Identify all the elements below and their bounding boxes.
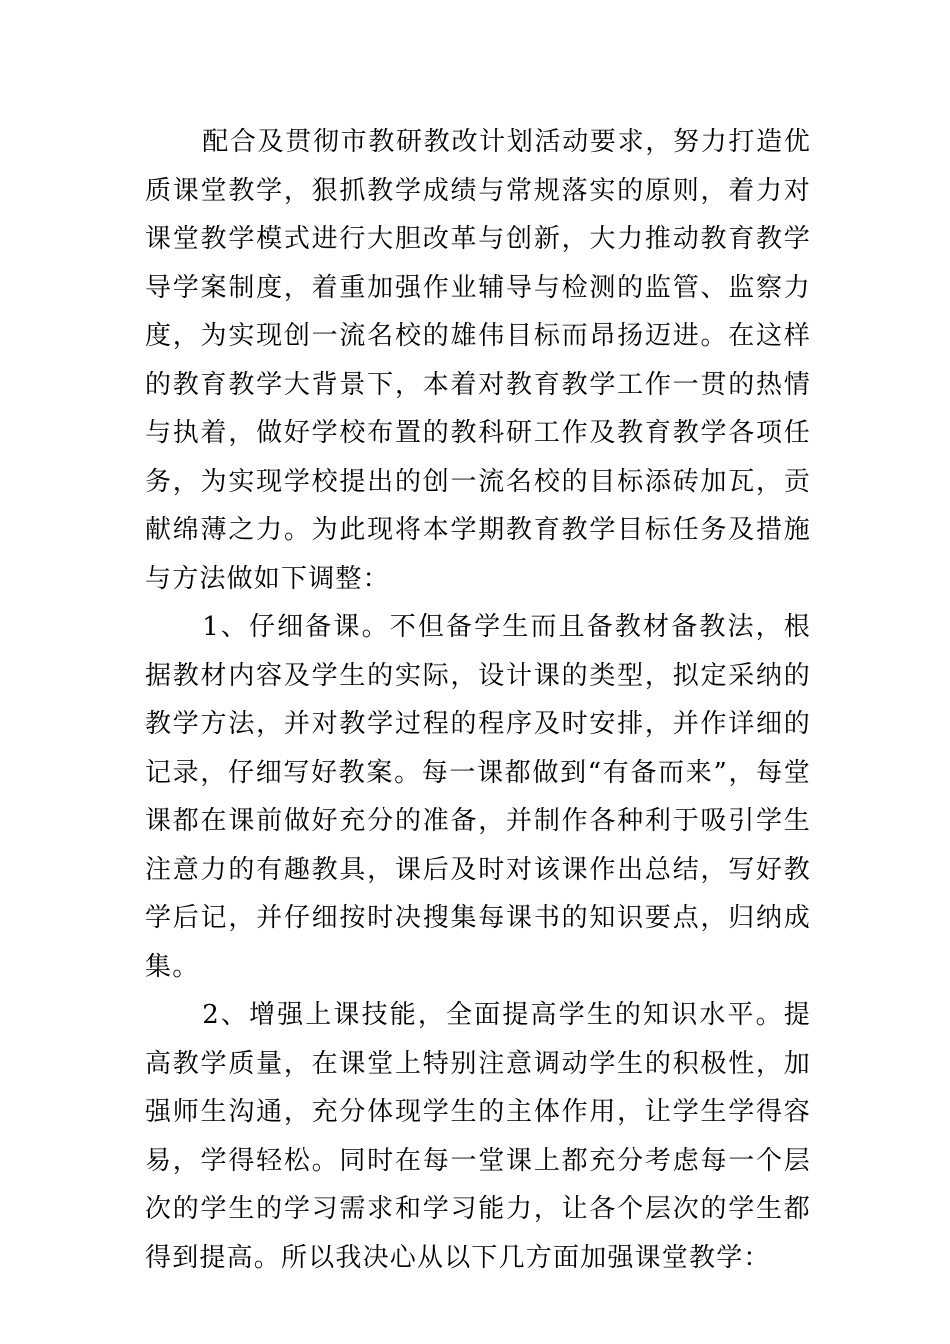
document-page <box>145 118 811 1282</box>
paragraph-item-2: 2、增强上课技能，全面提高学生的知识水平。提高教学质量，在课堂上特别注意调动学生的积极性，加强师生沟通，充分体现学生的主体作用，让学生学得容易，学得轻松。同时在每一堂课上都充分考虑每一个层次的学生的学习需求和学习能力，让各个层次的学生都得到提高。所以我决心从以下几方面加强课堂教学： <box>145 1000 811 1273</box>
paragraph-item-1: 1、仔细备课。不但备学生而且备教材备教法，根据教材内容及学生的实际，设计课的类型，拟定采纳的教学方法，并对教学过程的程序及时安排，并作详细的记录，仔细写好教案。每一课都做到“有备而来”，每堂课都在课前做好充分的准备，并制作各种利于吸引学生注意力的有趣教具，课后及时对该课作出总结，写好教学后记，并仔细按时决搜集每课书的知识要点，归纳成集。 <box>145 612 811 982</box>
paragraph-intro: 配合及贯彻市教研教改计划活动要求，努力打造优质课堂教学，狠抓教学成绩与常规落实的原则，着力对课堂教学模式进行大胆改革与创新，大力推动教育教学导学案制度，着重加强作业辅导与检测的监管、监察力度，为实现创一流名校的雄伟目标而昂扬迈进。在这样的教育教学大背景下，本着对教育教学工作一贯的热情与执着，做好学校布置的教科研工作及教育教学各项任务，为实现学校提出的创一流名校的目标添砖加瓦，贡献绵薄之力。为此现将本学期教育教学目标任务及措施与方法做如下调整： <box>145 127 811 594</box>
